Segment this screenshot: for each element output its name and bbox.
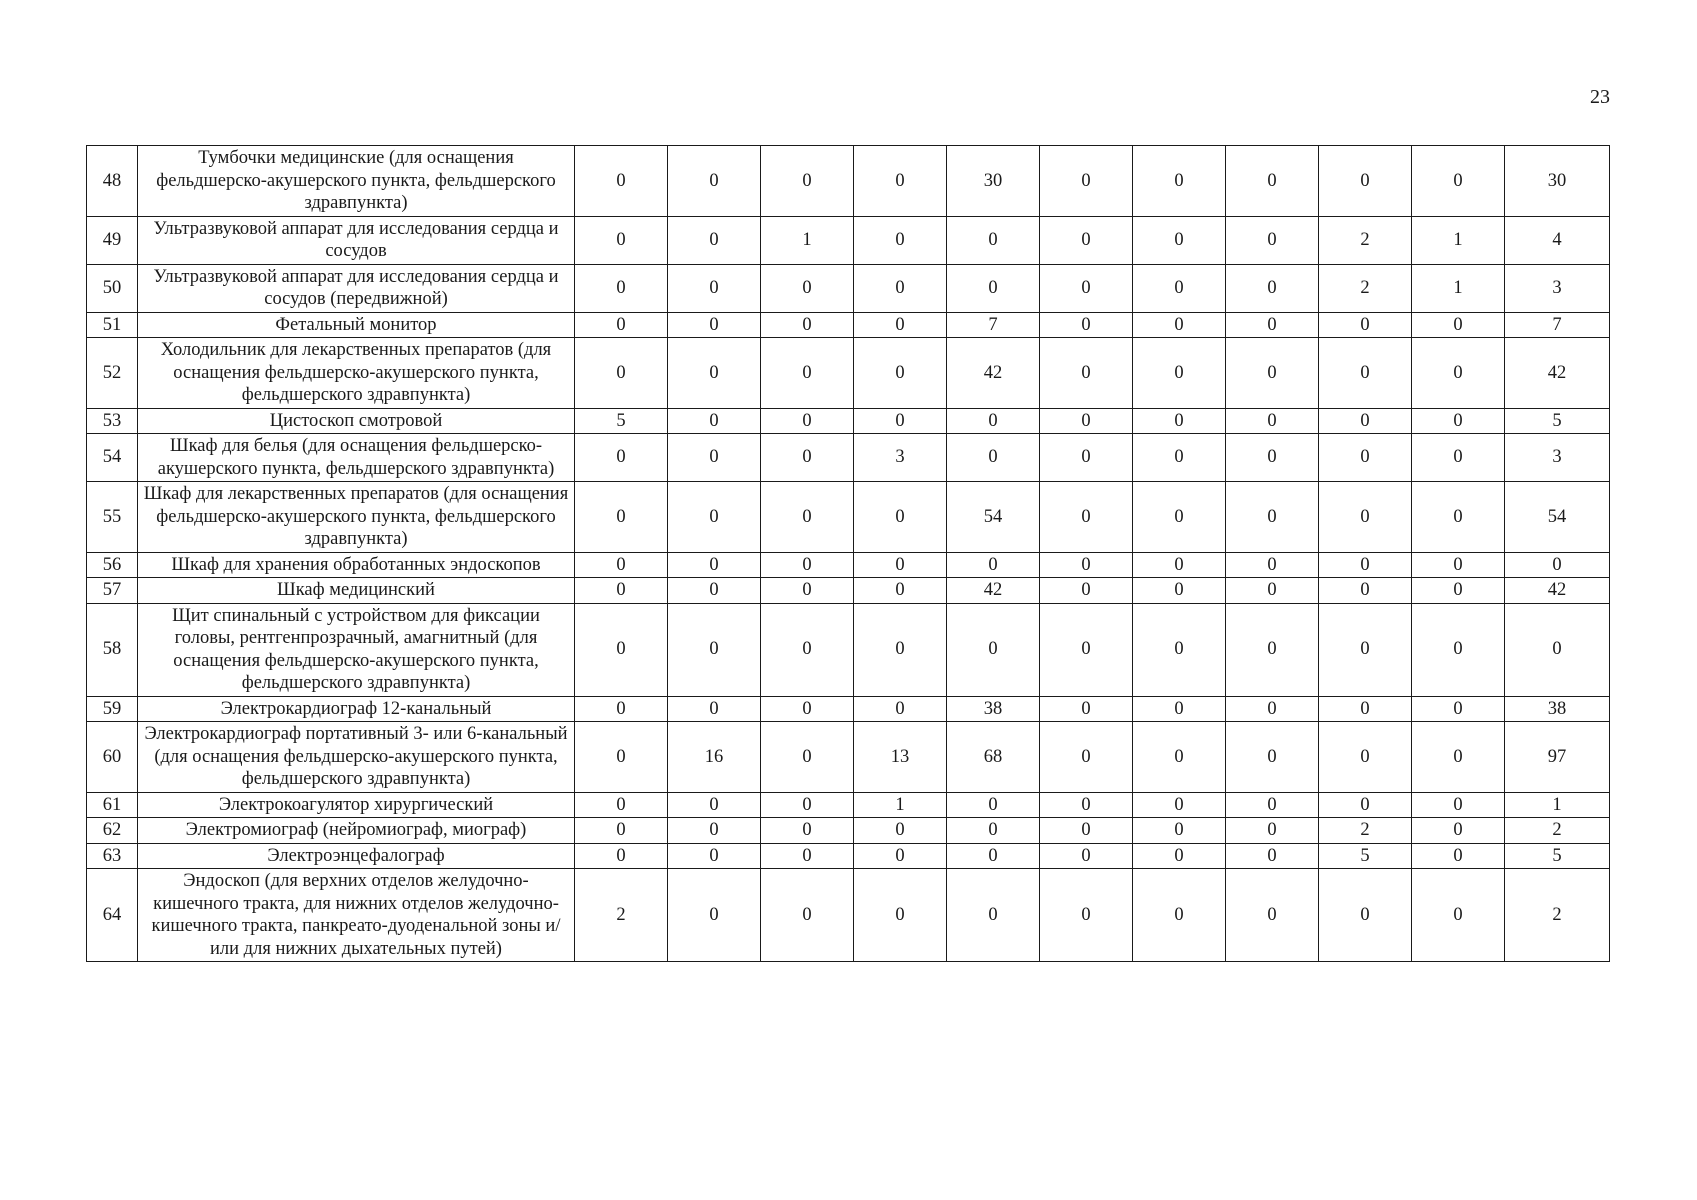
value-cell: 0 bbox=[947, 603, 1040, 696]
value-cell: 0 bbox=[668, 482, 761, 553]
value-cell: 0 bbox=[1226, 312, 1319, 338]
value-cell: 0 bbox=[1040, 338, 1133, 409]
value-cell: 1 bbox=[854, 792, 947, 818]
equipment-name-cell: Эндоскоп (для верхних отделов желудочно-кишечного тракта, для нижних отделов желудочно-кишечного тракта, панкреато-дуоденальной зоны и/или для нижних дыхательных путей) bbox=[138, 869, 575, 962]
value-cell: 16 bbox=[668, 722, 761, 793]
value-cell: 0 bbox=[761, 722, 854, 793]
table-row bbox=[87, 216, 1610, 264]
value-cell: 0 bbox=[854, 482, 947, 553]
value-cell: 0 bbox=[1040, 408, 1133, 434]
value-cell: 0 bbox=[1040, 722, 1133, 793]
value-cell: 0 bbox=[1226, 603, 1319, 696]
value-cell: 0 bbox=[761, 312, 854, 338]
value-cell: 0 bbox=[1319, 603, 1412, 696]
value-cell: 0 bbox=[1040, 312, 1133, 338]
value-cell: 0 bbox=[575, 843, 668, 869]
total-cell: 97 bbox=[1505, 722, 1610, 793]
value-cell: 0 bbox=[1319, 696, 1412, 722]
value-cell: 0 bbox=[947, 843, 1040, 869]
value-cell: 0 bbox=[575, 264, 668, 312]
value-cell: 0 bbox=[1226, 818, 1319, 844]
value-cell: 0 bbox=[854, 603, 947, 696]
value-cell: 0 bbox=[1226, 843, 1319, 869]
value-cell: 0 bbox=[668, 408, 761, 434]
value-cell: 0 bbox=[1319, 338, 1412, 409]
value-cell: 0 bbox=[1319, 792, 1412, 818]
value-cell: 30 bbox=[947, 146, 1040, 217]
value-cell: 0 bbox=[1412, 434, 1505, 482]
value-cell: 42 bbox=[947, 578, 1040, 604]
value-cell: 0 bbox=[1226, 216, 1319, 264]
value-cell: 0 bbox=[1412, 408, 1505, 434]
value-cell: 0 bbox=[947, 869, 1040, 962]
value-cell: 0 bbox=[761, 696, 854, 722]
value-cell: 0 bbox=[1133, 216, 1226, 264]
value-cell: 0 bbox=[668, 216, 761, 264]
value-cell: 0 bbox=[947, 792, 1040, 818]
value-cell: 0 bbox=[761, 552, 854, 578]
value-cell: 0 bbox=[668, 578, 761, 604]
table-row bbox=[87, 146, 1610, 217]
value-cell: 0 bbox=[1040, 146, 1133, 217]
total-cell: 5 bbox=[1505, 843, 1610, 869]
total-cell: 2 bbox=[1505, 869, 1610, 962]
value-cell: 0 bbox=[947, 264, 1040, 312]
equipment-name-cell: Шкаф для лекарственных препаратов (для оснащения фельдшерско-акушерского пункта, фельдшерского здравпункта) bbox=[138, 482, 575, 553]
table-row bbox=[87, 869, 1610, 962]
value-cell: 0 bbox=[854, 264, 947, 312]
value-cell: 7 bbox=[947, 312, 1040, 338]
total-cell: 4 bbox=[1505, 216, 1610, 264]
value-cell: 0 bbox=[1226, 552, 1319, 578]
value-cell: 5 bbox=[1319, 843, 1412, 869]
value-cell: 0 bbox=[1226, 264, 1319, 312]
value-cell: 0 bbox=[668, 312, 761, 338]
value-cell: 0 bbox=[1319, 482, 1412, 553]
value-cell: 0 bbox=[1133, 312, 1226, 338]
value-cell: 0 bbox=[1412, 722, 1505, 793]
row-number-cell: 55 bbox=[87, 482, 138, 553]
row-number-cell: 54 bbox=[87, 434, 138, 482]
value-cell: 0 bbox=[1133, 482, 1226, 553]
value-cell: 0 bbox=[1040, 869, 1133, 962]
value-cell: 0 bbox=[575, 578, 668, 604]
table-row bbox=[87, 722, 1610, 793]
table-row bbox=[87, 482, 1610, 553]
value-cell: 0 bbox=[575, 338, 668, 409]
value-cell: 0 bbox=[1040, 603, 1133, 696]
value-cell: 0 bbox=[1133, 408, 1226, 434]
value-cell: 54 bbox=[947, 482, 1040, 553]
total-cell: 42 bbox=[1505, 338, 1610, 409]
value-cell: 0 bbox=[575, 552, 668, 578]
value-cell: 0 bbox=[1133, 146, 1226, 217]
value-cell: 0 bbox=[947, 434, 1040, 482]
row-number-cell: 53 bbox=[87, 408, 138, 434]
value-cell: 0 bbox=[1412, 696, 1505, 722]
value-cell: 0 bbox=[761, 792, 854, 818]
total-cell: 42 bbox=[1505, 578, 1610, 604]
value-cell: 0 bbox=[1412, 146, 1505, 217]
value-cell: 0 bbox=[575, 216, 668, 264]
equipment-name-cell: Цистоскоп смотровой bbox=[138, 408, 575, 434]
total-cell: 3 bbox=[1505, 434, 1610, 482]
value-cell: 0 bbox=[1226, 408, 1319, 434]
equipment-name-cell: Ультразвуковой аппарат для исследования сердца и сосудов (передвижной) bbox=[138, 264, 575, 312]
value-cell: 0 bbox=[575, 312, 668, 338]
value-cell: 38 bbox=[947, 696, 1040, 722]
value-cell: 0 bbox=[575, 696, 668, 722]
value-cell: 0 bbox=[1319, 146, 1412, 217]
equipment-name-cell: Шкаф для белья (для оснащения фельдшерско-акушерского пункта, фельдшерского здравпункта) bbox=[138, 434, 575, 482]
value-cell: 0 bbox=[1040, 552, 1133, 578]
value-cell: 0 bbox=[947, 818, 1040, 844]
row-number-cell: 61 bbox=[87, 792, 138, 818]
total-cell: 1 bbox=[1505, 792, 1610, 818]
table-row bbox=[87, 408, 1610, 434]
value-cell: 0 bbox=[1319, 312, 1412, 338]
value-cell: 0 bbox=[1412, 578, 1505, 604]
table-row bbox=[87, 552, 1610, 578]
value-cell: 0 bbox=[1040, 843, 1133, 869]
value-cell: 0 bbox=[1412, 818, 1505, 844]
equipment-table bbox=[86, 145, 1610, 962]
total-cell: 0 bbox=[1505, 603, 1610, 696]
equipment-name-cell: Тумбочки медицинские (для оснащения фельдшерско-акушерского пункта, фельдшерского здравпункта) bbox=[138, 146, 575, 217]
value-cell: 0 bbox=[1319, 434, 1412, 482]
value-cell: 0 bbox=[1133, 578, 1226, 604]
value-cell: 0 bbox=[1226, 722, 1319, 793]
value-cell: 0 bbox=[668, 603, 761, 696]
value-cell: 0 bbox=[1319, 408, 1412, 434]
value-cell: 0 bbox=[1226, 482, 1319, 553]
value-cell: 0 bbox=[1133, 843, 1226, 869]
equipment-name-cell: Щит спинальный с устройством для фиксации головы, рентгенпрозрачный, амагнитный (для оснащения фельдшерско-акушерского пункта, фельдшерского здравпункта) bbox=[138, 603, 575, 696]
value-cell: 0 bbox=[1133, 722, 1226, 793]
table-row bbox=[87, 843, 1610, 869]
value-cell: 0 bbox=[575, 818, 668, 844]
equipment-name-cell: Холодильник для лекарственных препаратов (для оснащения фельдшерско-акушерского пункта, фельдшерского здравпункта) bbox=[138, 338, 575, 409]
value-cell: 0 bbox=[575, 792, 668, 818]
value-cell: 0 bbox=[668, 264, 761, 312]
value-cell: 0 bbox=[854, 843, 947, 869]
row-number-cell: 50 bbox=[87, 264, 138, 312]
row-number-cell: 64 bbox=[87, 869, 138, 962]
value-cell: 0 bbox=[1133, 792, 1226, 818]
value-cell: 0 bbox=[1040, 818, 1133, 844]
value-cell: 1 bbox=[761, 216, 854, 264]
value-cell: 0 bbox=[668, 696, 761, 722]
value-cell: 0 bbox=[854, 696, 947, 722]
equipment-name-cell: Фетальный монитор bbox=[138, 312, 575, 338]
value-cell: 0 bbox=[1133, 338, 1226, 409]
value-cell: 0 bbox=[575, 434, 668, 482]
table-row bbox=[87, 264, 1610, 312]
row-number-cell: 60 bbox=[87, 722, 138, 793]
value-cell: 0 bbox=[1226, 434, 1319, 482]
total-cell: 2 bbox=[1505, 818, 1610, 844]
row-number-cell: 48 bbox=[87, 146, 138, 217]
value-cell: 0 bbox=[1133, 552, 1226, 578]
value-cell: 0 bbox=[761, 578, 854, 604]
value-cell: 0 bbox=[668, 843, 761, 869]
value-cell: 0 bbox=[761, 869, 854, 962]
value-cell: 0 bbox=[761, 264, 854, 312]
value-cell: 0 bbox=[575, 722, 668, 793]
row-number-cell: 56 bbox=[87, 552, 138, 578]
value-cell: 0 bbox=[854, 216, 947, 264]
value-cell: 0 bbox=[854, 552, 947, 578]
total-cell: 30 bbox=[1505, 146, 1610, 217]
value-cell: 0 bbox=[575, 146, 668, 217]
value-cell: 0 bbox=[1040, 482, 1133, 553]
value-cell: 2 bbox=[575, 869, 668, 962]
total-cell: 0 bbox=[1505, 552, 1610, 578]
value-cell: 0 bbox=[854, 869, 947, 962]
value-cell: 0 bbox=[1319, 722, 1412, 793]
equipment-name-cell: Электроэнцефалограф bbox=[138, 843, 575, 869]
value-cell: 0 bbox=[1226, 338, 1319, 409]
equipment-name-cell: Ультразвуковой аппарат для исследования сердца и сосудов bbox=[138, 216, 575, 264]
value-cell: 0 bbox=[1040, 264, 1133, 312]
row-number-cell: 59 bbox=[87, 696, 138, 722]
row-number-cell: 63 bbox=[87, 843, 138, 869]
value-cell: 0 bbox=[1133, 869, 1226, 962]
value-cell: 0 bbox=[668, 434, 761, 482]
value-cell: 5 bbox=[575, 408, 668, 434]
value-cell: 0 bbox=[1226, 146, 1319, 217]
value-cell: 0 bbox=[854, 146, 947, 217]
value-cell: 0 bbox=[1040, 578, 1133, 604]
value-cell: 0 bbox=[1319, 552, 1412, 578]
row-number-cell: 57 bbox=[87, 578, 138, 604]
value-cell: 0 bbox=[1412, 338, 1505, 409]
value-cell: 0 bbox=[575, 482, 668, 553]
value-cell: 13 bbox=[854, 722, 947, 793]
table-row bbox=[87, 696, 1610, 722]
equipment-name-cell: Шкаф для хранения обработанных эндоскопов bbox=[138, 552, 575, 578]
value-cell: 0 bbox=[1226, 696, 1319, 722]
total-cell: 7 bbox=[1505, 312, 1610, 338]
value-cell: 0 bbox=[1133, 434, 1226, 482]
row-number-cell: 62 bbox=[87, 818, 138, 844]
equipment-name-cell: Электрокоагулятор хирургический bbox=[138, 792, 575, 818]
table-row bbox=[87, 603, 1610, 696]
value-cell: 0 bbox=[668, 792, 761, 818]
value-cell: 0 bbox=[854, 338, 947, 409]
value-cell: 0 bbox=[1133, 696, 1226, 722]
row-number-cell: 58 bbox=[87, 603, 138, 696]
value-cell: 0 bbox=[668, 338, 761, 409]
value-cell: 0 bbox=[1133, 264, 1226, 312]
table-body bbox=[87, 146, 1610, 962]
value-cell: 0 bbox=[1319, 578, 1412, 604]
value-cell: 0 bbox=[761, 338, 854, 409]
page-number: 23 bbox=[1590, 86, 1610, 108]
value-cell: 0 bbox=[1133, 818, 1226, 844]
value-cell: 0 bbox=[761, 146, 854, 217]
value-cell: 0 bbox=[575, 603, 668, 696]
row-number-cell: 51 bbox=[87, 312, 138, 338]
value-cell: 0 bbox=[668, 552, 761, 578]
value-cell: 0 bbox=[761, 482, 854, 553]
value-cell: 0 bbox=[761, 843, 854, 869]
table-row bbox=[87, 312, 1610, 338]
value-cell: 0 bbox=[761, 818, 854, 844]
value-cell: 0 bbox=[1412, 843, 1505, 869]
value-cell: 0 bbox=[1133, 603, 1226, 696]
value-cell: 0 bbox=[1040, 216, 1133, 264]
value-cell: 0 bbox=[1412, 552, 1505, 578]
value-cell: 0 bbox=[668, 818, 761, 844]
value-cell: 0 bbox=[761, 408, 854, 434]
value-cell: 0 bbox=[668, 146, 761, 217]
row-number-cell: 49 bbox=[87, 216, 138, 264]
value-cell: 0 bbox=[854, 312, 947, 338]
value-cell: 0 bbox=[947, 216, 1040, 264]
value-cell: 0 bbox=[854, 408, 947, 434]
value-cell: 2 bbox=[1319, 818, 1412, 844]
total-cell: 3 bbox=[1505, 264, 1610, 312]
table-row bbox=[87, 338, 1610, 409]
total-cell: 54 bbox=[1505, 482, 1610, 553]
value-cell: 0 bbox=[761, 603, 854, 696]
value-cell: 0 bbox=[1040, 434, 1133, 482]
table-row bbox=[87, 578, 1610, 604]
value-cell: 0 bbox=[1226, 869, 1319, 962]
value-cell: 0 bbox=[1412, 792, 1505, 818]
value-cell: 3 bbox=[854, 434, 947, 482]
value-cell: 0 bbox=[1412, 603, 1505, 696]
value-cell: 0 bbox=[1319, 869, 1412, 962]
value-cell: 0 bbox=[1412, 482, 1505, 553]
equipment-name-cell: Электромиограф (нейромиограф, миограф) bbox=[138, 818, 575, 844]
value-cell: 0 bbox=[1226, 792, 1319, 818]
value-cell: 0 bbox=[1412, 869, 1505, 962]
value-cell: 0 bbox=[1040, 792, 1133, 818]
table-row bbox=[87, 434, 1610, 482]
value-cell: 0 bbox=[761, 434, 854, 482]
value-cell: 0 bbox=[668, 869, 761, 962]
value-cell: 0 bbox=[854, 578, 947, 604]
value-cell: 0 bbox=[1226, 578, 1319, 604]
value-cell: 1 bbox=[1412, 216, 1505, 264]
value-cell: 1 bbox=[1412, 264, 1505, 312]
equipment-name-cell: Электрокардиограф портативный 3- или 6-канальный (для оснащения фельдшерско-акушерского пункта, фельдшерского здравпункта) bbox=[138, 722, 575, 793]
value-cell: 42 bbox=[947, 338, 1040, 409]
equipment-name-cell: Шкаф медицинский bbox=[138, 578, 575, 604]
table-row bbox=[87, 792, 1610, 818]
total-cell: 5 bbox=[1505, 408, 1610, 434]
value-cell: 0 bbox=[1412, 312, 1505, 338]
total-cell: 38 bbox=[1505, 696, 1610, 722]
value-cell: 0 bbox=[947, 408, 1040, 434]
value-cell: 0 bbox=[854, 818, 947, 844]
equipment-name-cell: Электрокардиограф 12-канальный bbox=[138, 696, 575, 722]
table-row bbox=[87, 818, 1610, 844]
value-cell: 0 bbox=[947, 552, 1040, 578]
value-cell: 2 bbox=[1319, 216, 1412, 264]
value-cell: 68 bbox=[947, 722, 1040, 793]
value-cell: 2 bbox=[1319, 264, 1412, 312]
row-number-cell: 52 bbox=[87, 338, 138, 409]
value-cell: 0 bbox=[1040, 696, 1133, 722]
